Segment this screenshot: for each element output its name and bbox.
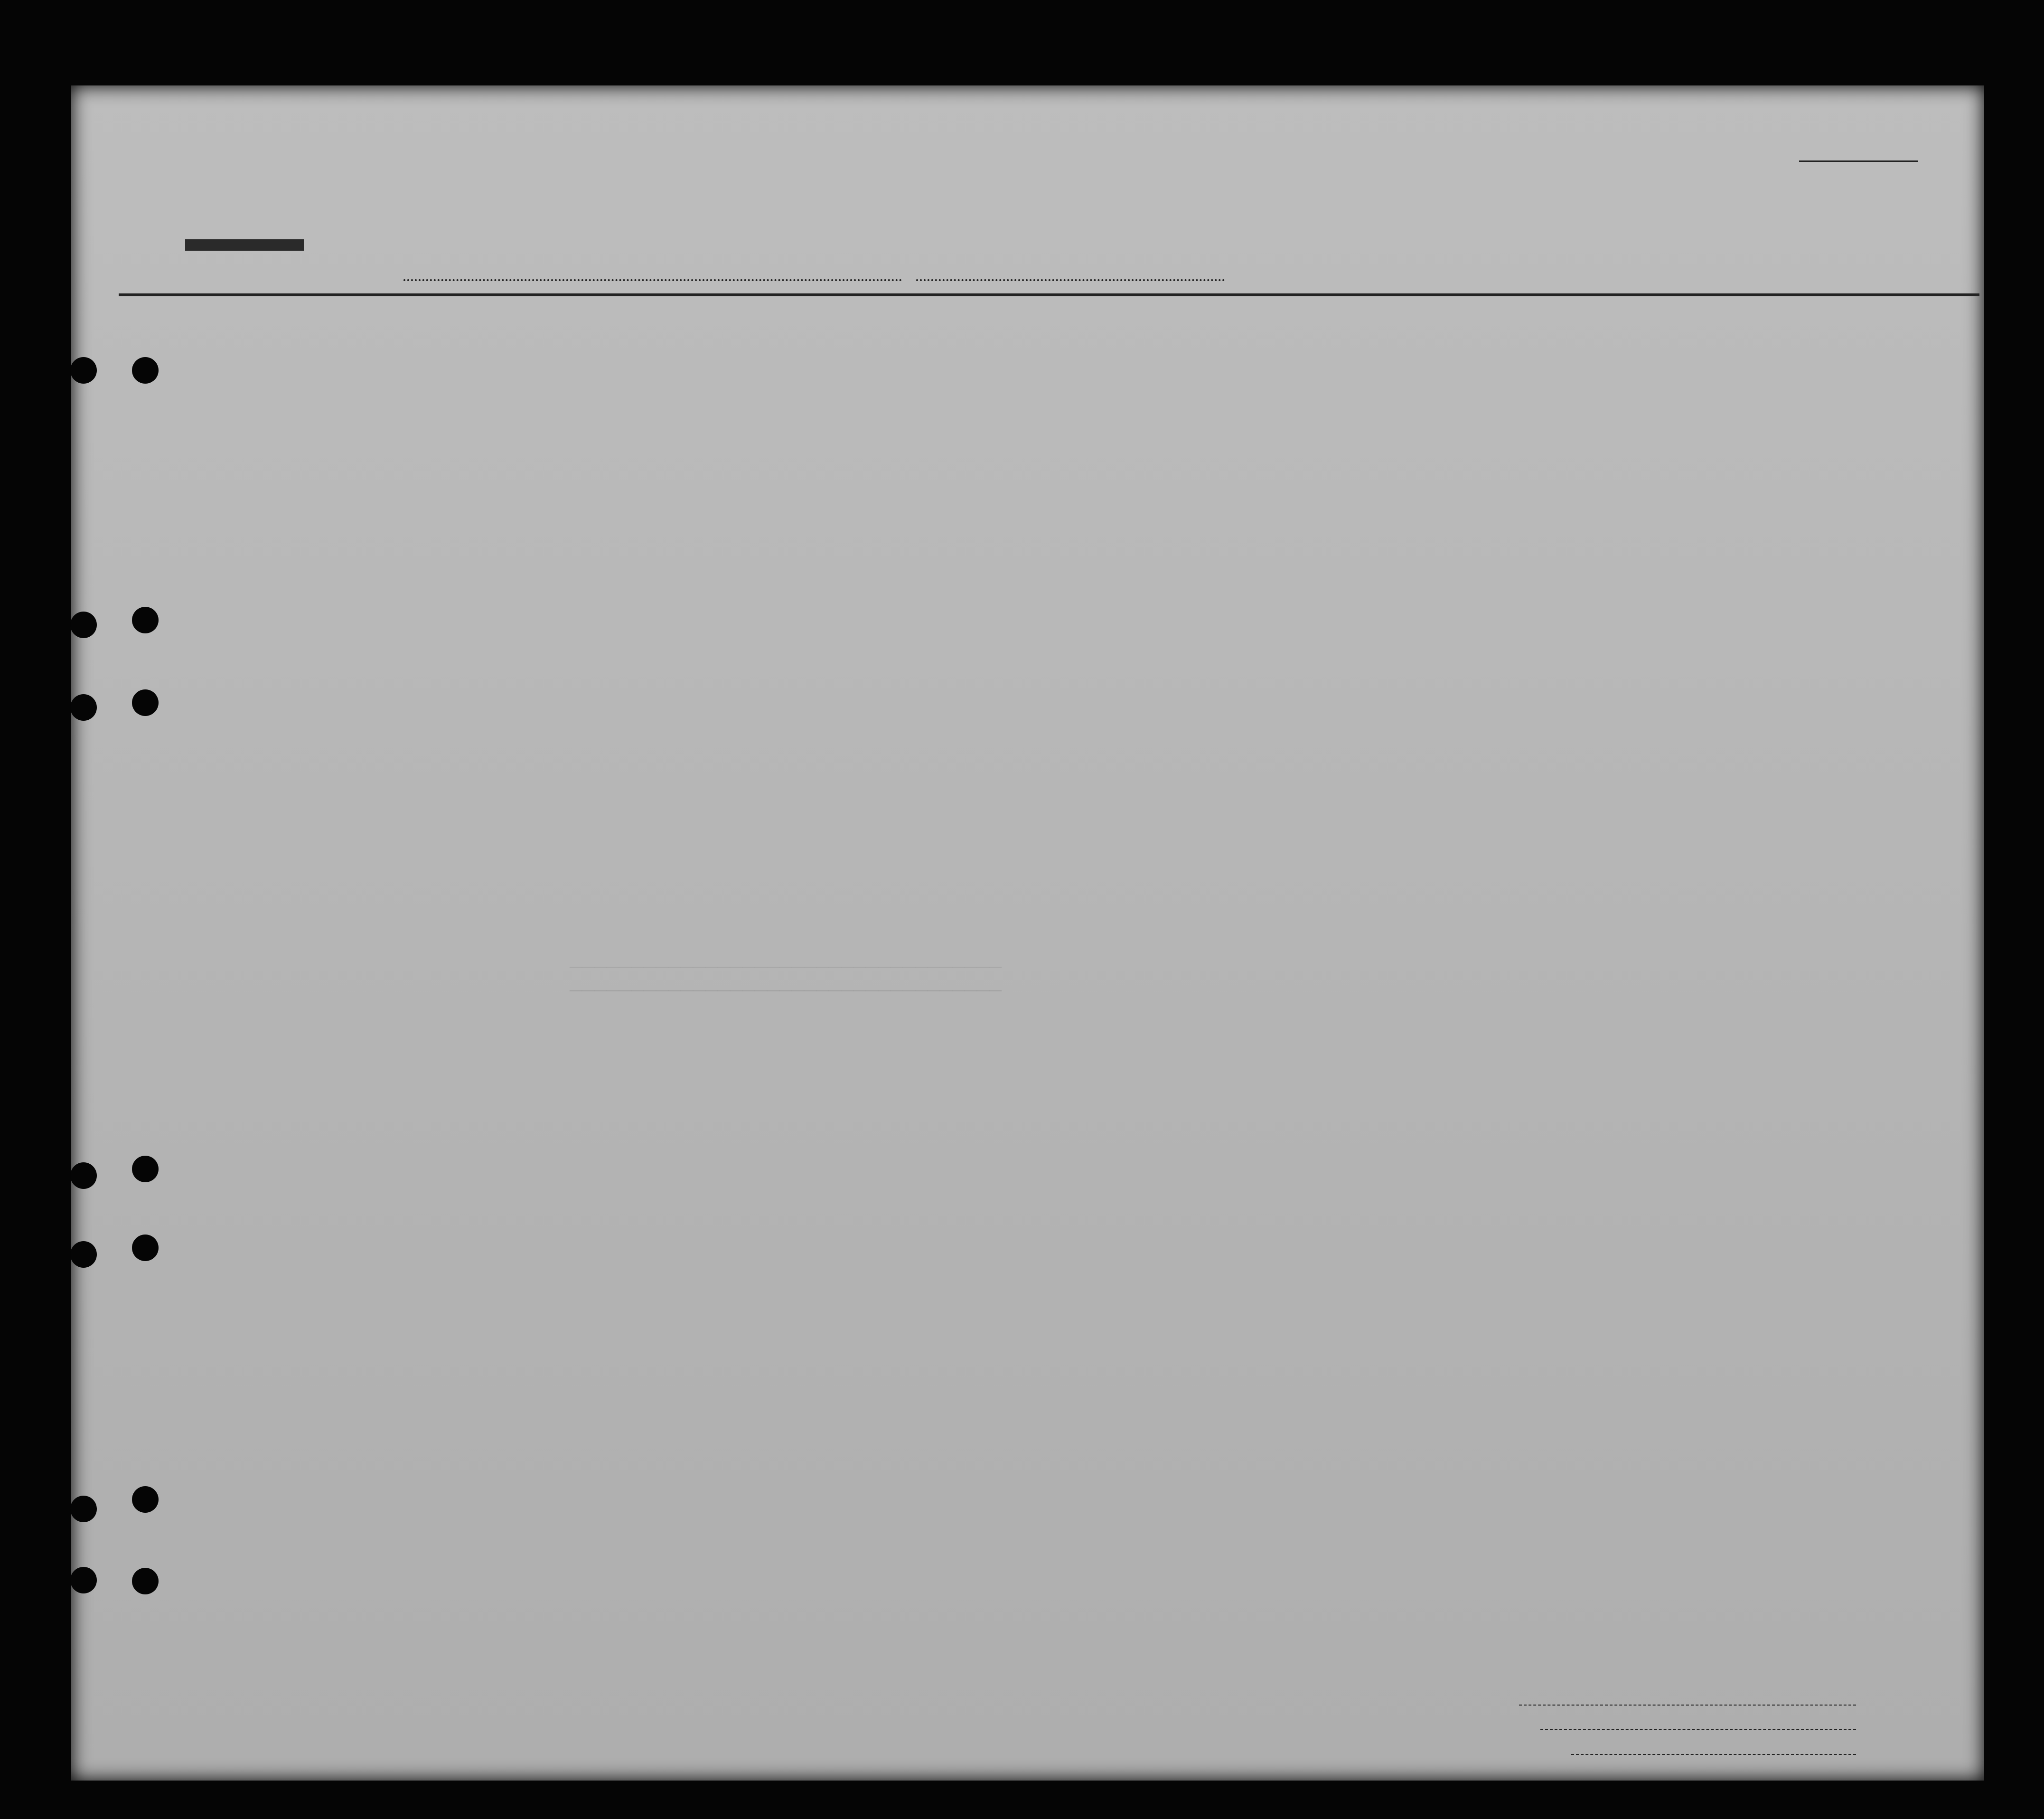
col24-citizen <box>1284 385 1303 484</box>
col24-length <box>1250 385 1269 484</box>
col25-header <box>1316 361 1339 484</box>
col30-header <box>1501 361 1517 484</box>
bleed-through-text: ——————————————————————————————————— <box>570 959 1002 973</box>
col28-header <box>1405 358 1443 487</box>
col24-return <box>1210 385 1228 484</box>
bleed-through-text: ——————————————————————————————————— <box>570 983 1002 997</box>
agents-signature <box>1571 1754 1856 1755</box>
owners-signature <box>1540 1729 1856 1730</box>
col29-header <box>1460 358 1491 487</box>
col31-header <box>1521 361 1538 484</box>
line-signature <box>1519 1705 1856 1706</box>
